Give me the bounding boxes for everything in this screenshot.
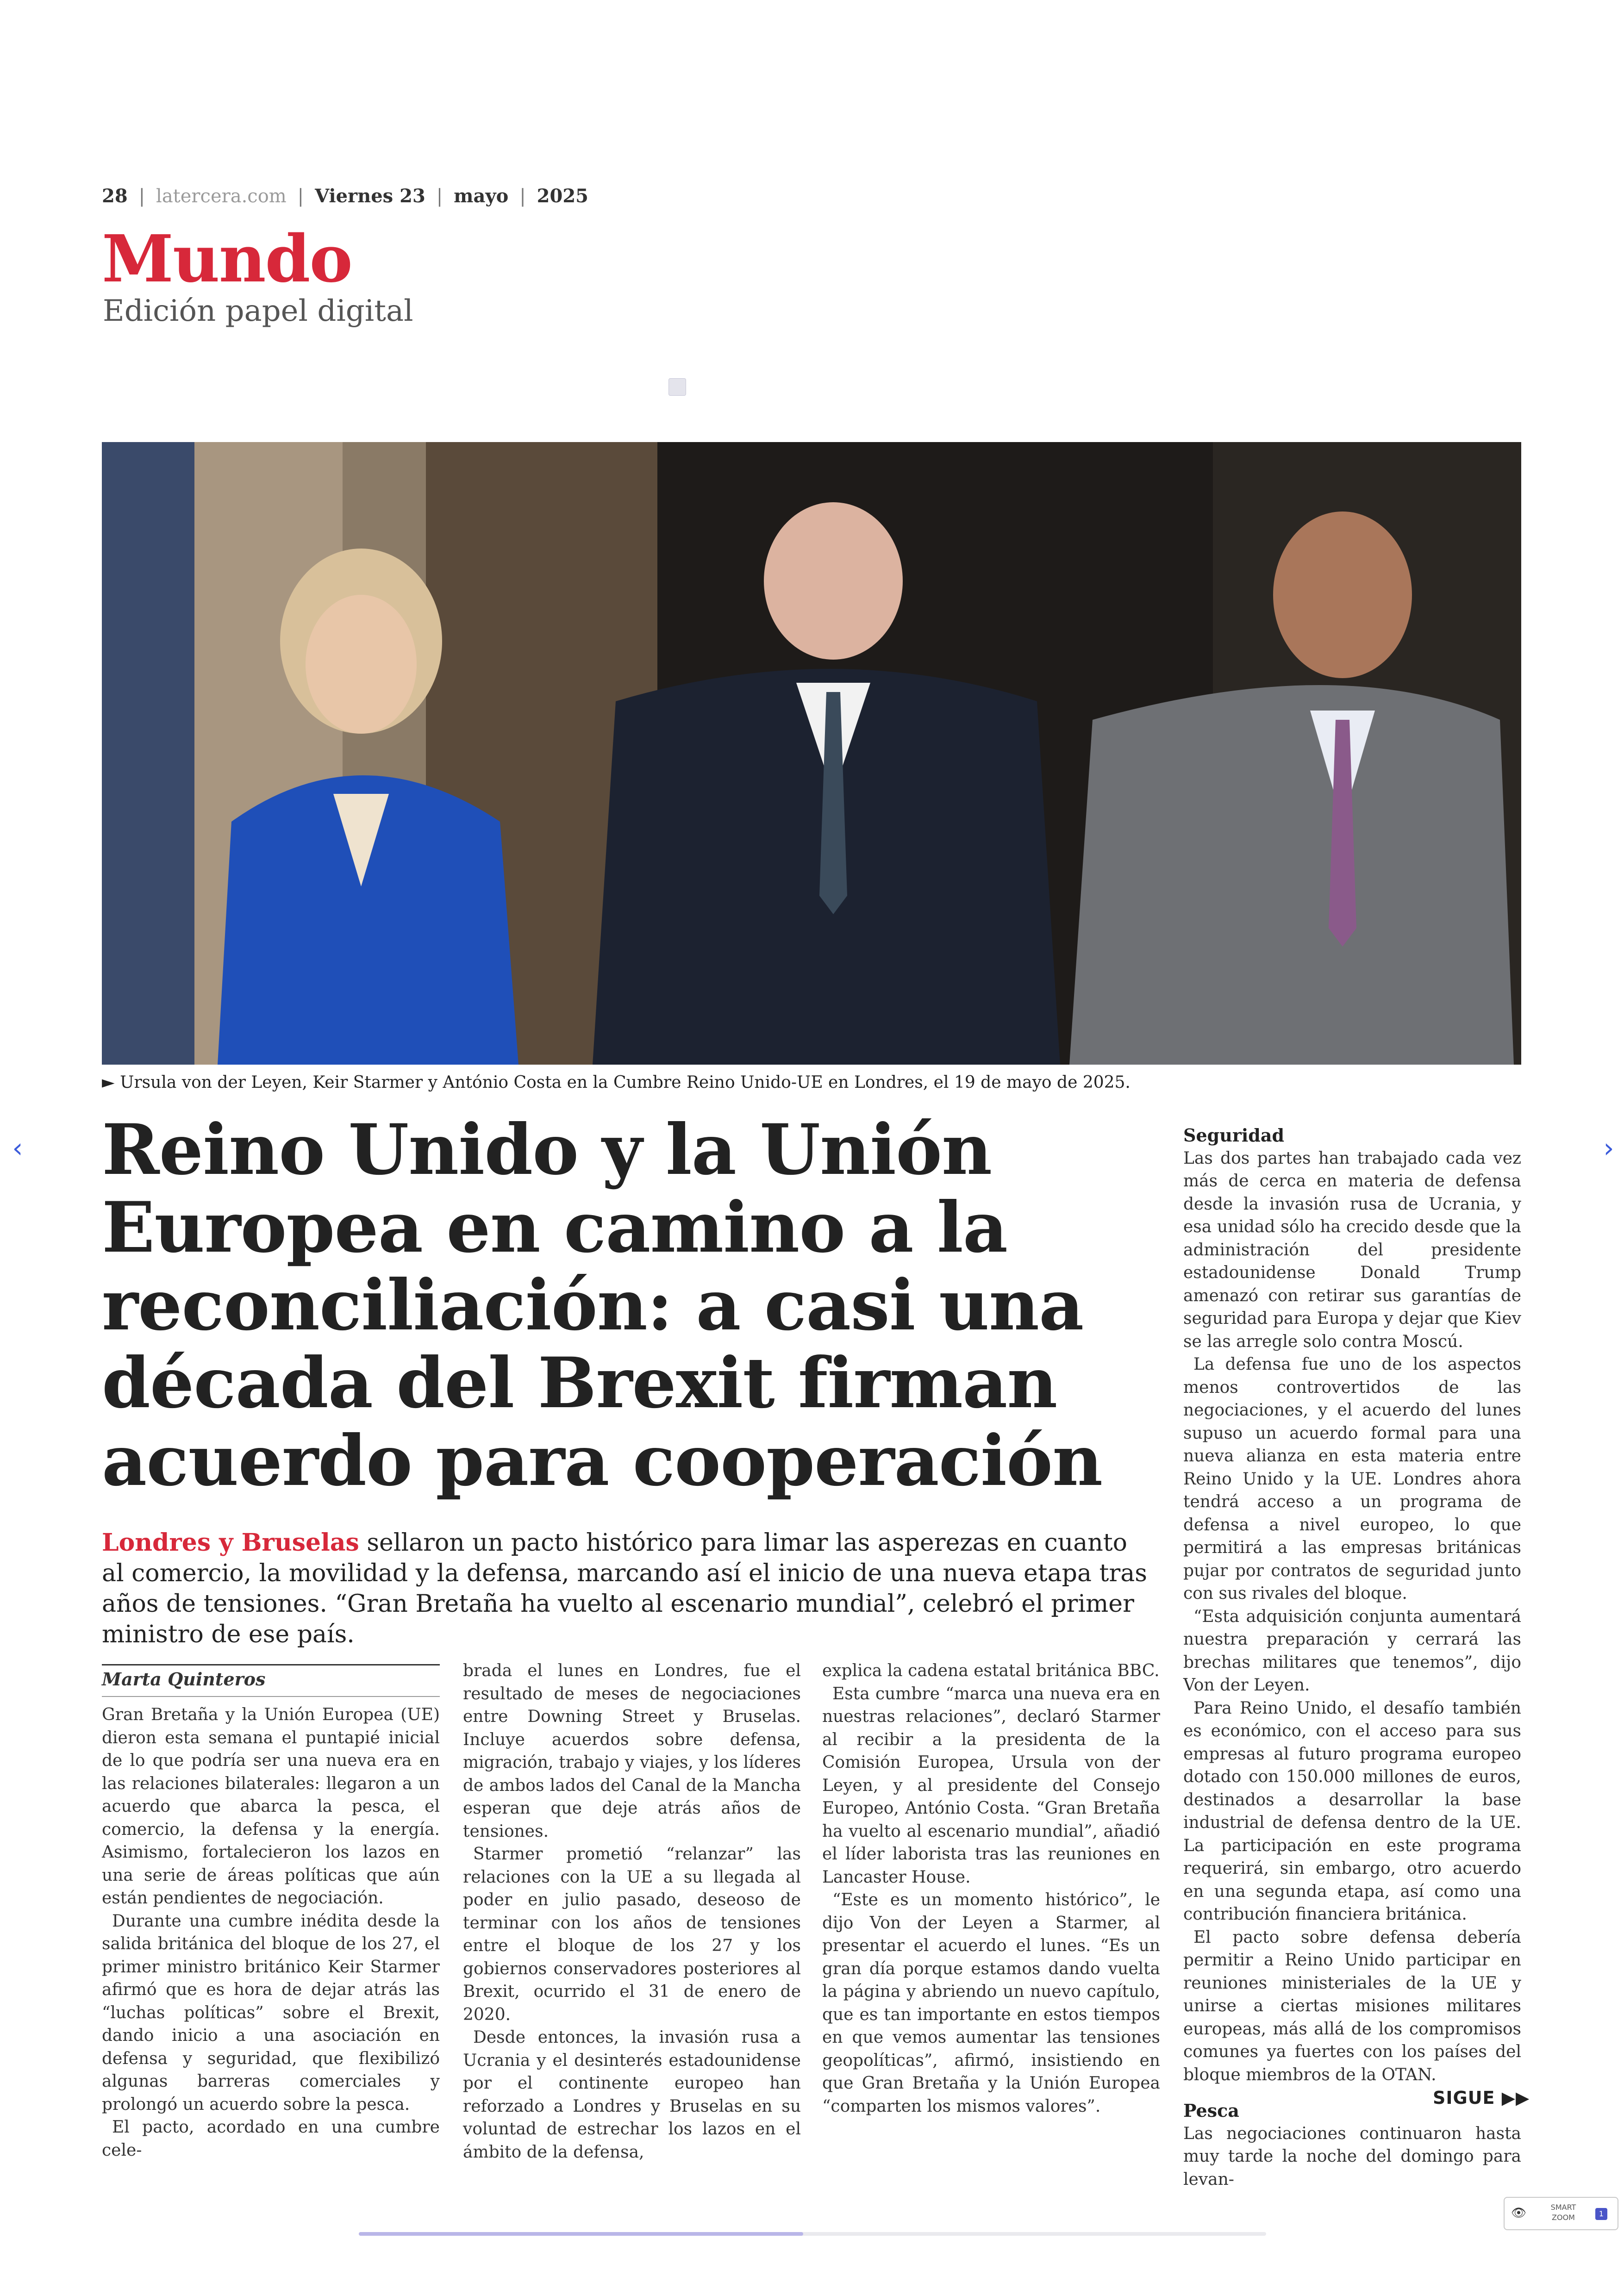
article-photo [102,442,1521,1065]
article-column-1 [102,1703,440,2162]
page-progress-bar[interactable] [359,2232,1266,2236]
article-headline: Reino Unido y la Unión Europea en camino a la reconciliación: a casi una década del Brexit firman acuerdo para cooperación [102,1109,1103,1502]
page-header [102,185,588,207]
paragraph: La defensa fue uno de los aspectos menos controvertidos de las negociaciones, y el acuerdo del lunes supuso un acuerdo formal para una nueva alianza en esta materia entre Reino Unido y la UE. Londres ahora tendrá acceso a un programa de defensa a nivel europeo, lo que permitirá a las empresas británicas pujar por contratos de seguridad junto con sus rivales del bloque. [1183,1355,1521,1603]
article-column-2 [463,1659,801,2164]
previous-page-icon[interactable]: ‹ [12,1132,23,1164]
smart-zoom-badge: 1 [1595,2208,1607,2220]
paragraph: explica la cadena estatal británica BBC. [822,1661,1160,1680]
header-separator: | [138,186,145,207]
paragraph: Las dos partes han trabajado cada vez más de cerca en materia de defensa desde la invasión rusa de Ucrania, y esa unidad sólo ha crecido desde que la administración del presidente estadounidense Donald Trump amenazó con retirar sus garantías de seguridad para Europa y dejar que Kiev se las arregle solo contra Moscú. [1183,1148,1521,1351]
date-year: 2025 [537,185,588,207]
paragraph: Las negociaciones continuaron hasta muy tarde la noche del domingo para levan- [1183,2124,1521,2189]
paragraph: Para Reino Unido, el desafío también es económico, con el acceso para sus empresas al futuro programa europeo dotado con 150.000 millones de euros, destinados a desarrollar la base industrial de defensa dentro de la UE. La participación en este programa requerirá, sin embargo, otro acuerdo en una segunda etapa, así como una contribución financiera británica. [1183,1698,1521,1924]
eye-icon: 👁 [1511,2206,1527,2220]
byline-rule [102,1664,440,1665]
lead-accent: Londres y Bruselas [102,1528,359,1557]
subheading-seguridad: Seguridad [1183,1125,1285,1146]
image-placeholder-icon [668,378,686,396]
paragraph: Gran Bretaña y la Unión Europea (UE) dieron esta semana el puntapié inicial de lo que podría ser una nueva era en las relaciones bilaterales: llegaron a un acuerdo que abarca la pesca, el comercio, la defensa y la energía. Asimismo, fortalecieron los lazos en una serie de áreas políticas que aún están pendientes de negociación. [102,1705,440,1908]
continue-link[interactable]: SIGUE ▶▶ [1433,2088,1530,2108]
lead-text: sellaron un pacto histórico para limar las asperezas en cuanto al comercio, la movilidad y la defensa, marcando así el inicio de una nueva etapa tras años de tensiones. “Gran Bretaña ha vuelto al escenario mundial”, celebró el primer ministro de ese país. [102,1529,1147,1648]
byline: Marta Quinteros [102,1669,440,1697]
photo-illustration [102,442,1521,1065]
paragraph: Durante una cumbre inédita desde la salida británica del bloque de los 27, el primer ministro británico Keir Starmer afirmó que es hora de dejar atrás las “luchas políticas” sobre el Brexit, dando inicio a una asociación en defensa y seguridad, que flexibilizó algunas barreras comerciales y prolongó un acuerdo sobre la pesca. [102,1911,440,2114]
photo-caption: ► Ursula von der Leyen, Keir Starmer y António Costa en la Cumbre Reino Unido-UE en Londres, el 19 de mayo de 2025. [102,1073,1131,1092]
subheading-pesca: Pesca [1183,2100,1239,2121]
paragraph: “Esta adquisición conjunta aumentará nuestra preparación y cerrará las brechas militares que tenemos”, dijo Von der Leyen. [1183,1607,1521,1695]
paragraph: El pacto sobre defensa debería permitir a Reino Unido participar en reuniones ministeriales de la UE y unirse a ciertas misiones militares europeas, más allá de los compromisos comunes ya fuertes con los países del bloque miembros de la OTAN. [1183,1927,1521,2084]
site-name: latercera.com [156,186,287,207]
article-lead [102,1528,1148,1650]
section-subtitle: Edición papel digital [103,294,413,328]
next-page-icon[interactable]: › [1603,1132,1614,1164]
paragraph: Esta cumbre “marca una nueva era en nuestras relaciones”, declaró Starmer al recibir a la presidenta de la Comisión Europea, Ursula von der Leyen, y al presidente del Consejo Europeo, António Costa. “Gran Bretaña ha vuelto al escenario mundial”, añadió el líder laborista tras las reuniones en Lancaster House. [822,1684,1160,1887]
header-separator: | [297,186,304,207]
smart-zoom-label: SMART ZOOM [1550,2203,1576,2222]
article-column-3 [822,1659,1160,2118]
paragraph: Desde entonces, la invasión rusa a Ucrania y el desinterés estadounidense por el continente europeo han reforzado a Londres y Bruselas en su voluntad de estrechar los lazos en el ámbito de la defensa, [463,2028,801,2162]
section-title: Mundo [102,221,352,297]
header-separator: | [436,186,443,207]
paragraph: “Este es un momento histórico”, le dijo Von der Leyen a Starmer, al presentar el acuerdo el lunes. “Es un gran día porque estamos dando vuelta la página y abriendo un nuevo capítulo, que es tan importante en estos tiempos en que vemos aumentar las tensiones geopolíticas”, afirmó, insistiendo en que Gran Bretaña y la Unión Europea “comparten los mismos valores”. [822,1890,1160,2116]
paragraph: brada el lunes en Londres, fue el resultado de meses de negociaciones entre Downing Street y Bruselas. Incluye acuerdos sobre defensa, migración, trabajo y viajes, y los líderes de ambos lados del Canal de la Mancha esperan que deje atrás años de tensiones. [463,1661,801,1841]
paragraph: El pacto, acordado en una cumbre cele- [102,2118,440,2160]
date-day: Viernes 23 [315,185,425,207]
smart-zoom-button[interactable] [1504,2197,1618,2230]
paragraph: Starmer prometió “relanzar” las relaciones con la UE a su llegada al poder en julio pasado, deseoso de terminar con los años de tensiones entre el bloque de los 27 y los gobiernos conservadores posteriores al Brexit, ocurrido el 31 de enero de 2020. [463,1845,801,2024]
article-column-4 [1183,1124,1521,2191]
page-progress-fill [359,2232,803,2236]
header-separator: | [519,186,526,207]
date-month: mayo [454,185,509,207]
page-number: 28 [102,185,128,207]
